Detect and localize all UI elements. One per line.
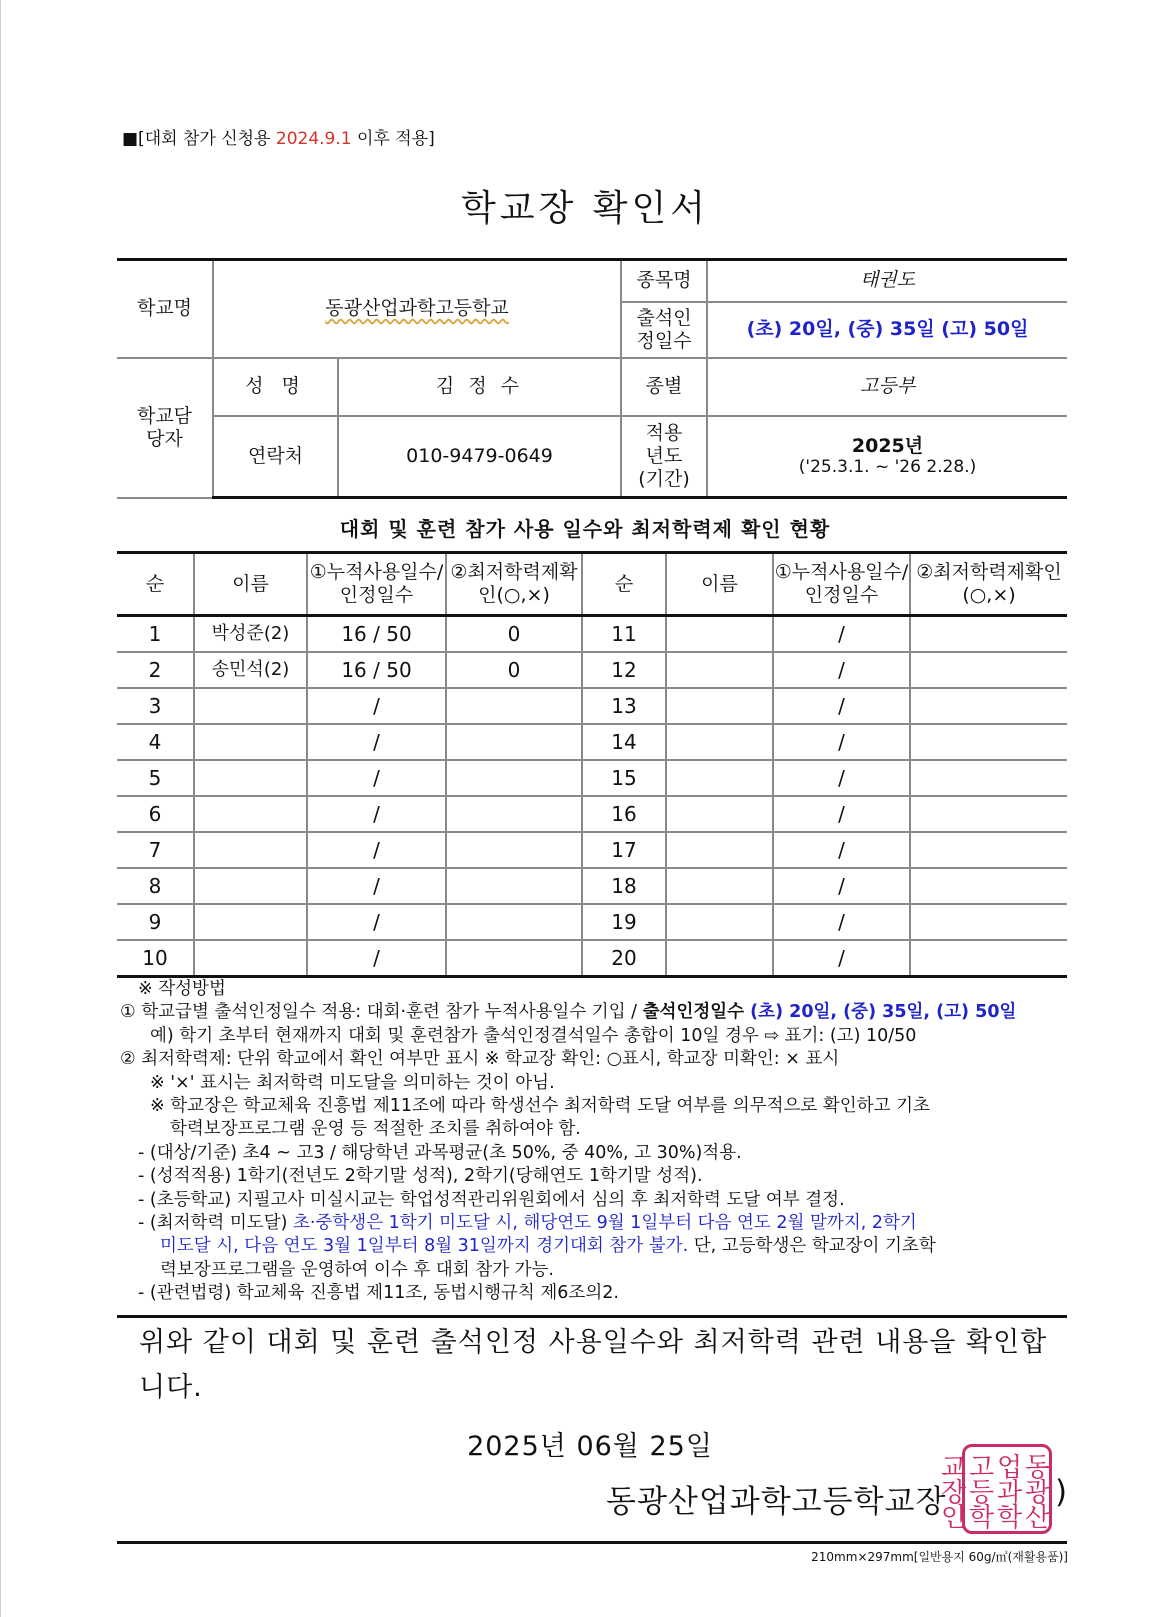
table-cell: 16 / 50	[307, 616, 446, 653]
school-name	[213, 260, 621, 358]
table-cell	[910, 616, 1067, 653]
note-2-b1: ※ 학교장은 학교체육 진흥법 제11조에 따라 학생선수 최저학력 도달 여부를 의무적으로 확인하고 기초	[150, 1096, 930, 1117]
detail-1: - (대상/기준) 초4 ~ 고3 / 해당학년 과목평균(초 50%, 중 40%, 고 30%)적용.	[138, 1142, 742, 1163]
note-1	[120, 1001, 1070, 1024]
table-cell: /	[307, 760, 446, 796]
table-cell: /	[307, 688, 446, 724]
table-cell	[194, 724, 307, 760]
header-cell: 이름	[666, 553, 773, 616]
table-cell: 2	[117, 652, 194, 688]
table-cell: /	[307, 904, 446, 940]
year-value: 2025년	[851, 434, 924, 457]
table-cell: /	[773, 688, 910, 724]
table-cell	[446, 868, 582, 904]
table-cell: 6	[117, 796, 194, 832]
table-row	[117, 868, 1067, 904]
table-cell	[666, 688, 773, 724]
header-note	[122, 124, 435, 149]
table-cell: /	[773, 904, 910, 940]
table-cell: /	[307, 832, 446, 868]
table-cell: 16 / 50	[307, 652, 446, 688]
header-cell: ②최저학력제확인(○,×)	[910, 553, 1067, 616]
detail-4-end: 력보장프로그램을 운영하여 이수 후 대회 참가 가능.	[160, 1259, 554, 1280]
notes	[120, 978, 1070, 1306]
table-cell: 14	[582, 724, 666, 760]
divider	[117, 1541, 1067, 1544]
header-cell: 순	[117, 553, 194, 616]
table-cell: 16	[582, 796, 666, 832]
contact-value: 010-9479-0649	[338, 416, 621, 498]
year-period: ('25.3.1. ~ '26 2.28.)	[798, 457, 977, 478]
table-cell: /	[773, 652, 910, 688]
table-cell: 12	[582, 652, 666, 688]
notes-heading: ※ 작성방법	[138, 979, 226, 999]
paper-spec: 210mm×297mm[일반용지 60g/㎡(재활용품)]	[811, 1550, 1068, 1564]
header-cell: 순	[582, 553, 666, 616]
table-cell	[194, 760, 307, 796]
table-cell: 7	[117, 832, 194, 868]
table-cell: /	[773, 868, 910, 904]
table-row	[117, 904, 1067, 940]
table-cell: 송민석(2)	[194, 652, 307, 688]
table-cell: 0	[446, 652, 582, 688]
header-cell: ①누적사용일수/인정일수	[773, 553, 910, 616]
table-cell: 0	[446, 616, 582, 653]
detail-3: - (초등학교) 지필고사 미실시교는 학업성적관리위원회에서 심의 후 최저학력 도달 여부 결정.	[138, 1189, 845, 1210]
table-cell: 3	[117, 688, 194, 724]
note-1-bold: 출석인정일수	[642, 1002, 745, 1023]
note-2-b2: 학력보장프로그램 운영 등 적절한 조치를 취하여야 함.	[170, 1119, 581, 1140]
table-cell: 9	[117, 904, 194, 940]
detail-4-cont	[120, 1235, 1070, 1258]
manager-label: 학교담당자	[117, 358, 213, 498]
table-cell	[666, 652, 773, 688]
table-cell: 박성준(2)	[194, 616, 307, 653]
note-2: ② 최저학력제: 단위 학교에서 확인 여부만 표시 ※ 학교장 확인: ○표시, 학교장 미확인: × 표시	[120, 1049, 840, 1070]
table-cell	[666, 868, 773, 904]
table-cell: /	[773, 832, 910, 868]
table-cell	[666, 796, 773, 832]
table-cell	[194, 868, 307, 904]
year-label: 적용년도(기간)	[621, 416, 707, 498]
roster-header-row	[117, 553, 1067, 616]
table-cell: 5	[117, 760, 194, 796]
table-cell	[910, 688, 1067, 724]
table-cell: /	[773, 796, 910, 832]
note-1-example: 예) 학기 초부터 현재까지 대회 및 훈련참가 출석인정결석일수 총합이 10일 경우 ⇨ 표기: (고) 10/50	[150, 1025, 917, 1046]
table-cell	[910, 796, 1067, 832]
table-cell: 18	[582, 868, 666, 904]
table-cell	[446, 940, 582, 977]
table-cell	[446, 832, 582, 868]
table-cell: /	[773, 940, 910, 977]
table-cell: /	[307, 724, 446, 760]
table-cell	[446, 688, 582, 724]
table-cell	[666, 724, 773, 760]
table-cell	[446, 760, 582, 796]
table-cell: 8	[117, 868, 194, 904]
detail-4	[120, 1212, 1070, 1235]
document-title: 학교장 확인서	[460, 188, 710, 229]
table-cell	[910, 904, 1067, 940]
table-cell	[910, 652, 1067, 688]
table-cell: /	[773, 760, 910, 796]
divider	[117, 1315, 1067, 1318]
table-cell	[194, 796, 307, 832]
header-note-prefix: ■[대회 참가 신청용	[122, 129, 276, 149]
table-cell: /	[307, 940, 446, 977]
table-cell	[446, 796, 582, 832]
detail-2: - (성적적용) 1학기(전년도 2학기말 성적), 2학기(당해연도 1학기말 성적).	[138, 1166, 703, 1187]
header-cell: ①누적사용일수/인정일수	[307, 553, 446, 616]
note-2-a: ※ '×' 표시는 최저학력 미도달을 의미하는 것이 아님.	[150, 1072, 555, 1093]
table-cell	[910, 724, 1067, 760]
table-cell	[194, 688, 307, 724]
info-table	[117, 258, 1067, 499]
name-value: 김 정 수	[338, 358, 621, 416]
table-cell	[194, 832, 307, 868]
table-cell: 10	[117, 940, 194, 977]
table-cell	[910, 868, 1067, 904]
table-cell: 17	[582, 832, 666, 868]
table-cell: 20	[582, 940, 666, 977]
official-seal: 동광산업과학고등학교장인	[962, 1444, 1052, 1534]
table-cell	[666, 832, 773, 868]
table-row	[117, 796, 1067, 832]
table-cell: /	[773, 724, 910, 760]
table-cell: 13	[582, 688, 666, 724]
page-edge	[0, 0, 1, 1617]
division-label: 종별	[621, 358, 707, 416]
detail-5: - (관련법령) 학교체육 진흥법 제11조, 동법시행규칙 제6조의2.	[138, 1283, 619, 1304]
note-1-days: (초) 20일, (중) 35일, (고) 50일	[744, 1002, 1017, 1023]
event-value: 태권도	[707, 260, 1067, 302]
table-cell: /	[307, 868, 446, 904]
table-cell	[910, 760, 1067, 796]
table-cell: 1	[117, 616, 194, 653]
table-cell	[910, 940, 1067, 977]
table-cell: 15	[582, 760, 666, 796]
principal-name: 동광산업과학고등학교장	[606, 1484, 947, 1520]
table-cell	[666, 760, 773, 796]
table-cell: 4	[117, 724, 194, 760]
detail-4-blue-2: 미도달 시, 다음 연도 3월 1일부터 8월 31일까지 경기대회 참가 불가.	[160, 1236, 689, 1257]
note-1-text: ① 학교급별 출석인정일수 적용: 대회·훈련 참가 누적사용일수 기입 /	[120, 1002, 643, 1023]
table-row	[117, 688, 1067, 724]
table-cell	[194, 904, 307, 940]
detail-4-rest: 단, 고등학생은 학교장이 기초학	[688, 1236, 936, 1257]
table-row	[117, 652, 1067, 688]
table-cell	[446, 904, 582, 940]
table-cell	[666, 904, 773, 940]
table-cell: /	[307, 796, 446, 832]
division-value: 고등부	[707, 358, 1067, 416]
closing-paren: )	[1055, 1474, 1068, 1510]
table-cell	[666, 616, 773, 653]
table-row	[117, 616, 1067, 653]
detail-4-blue: 초·중학생은 1학기 미도달 시, 해당연도 9월 1일부터 다음 연도 2월 말까지, 2학기	[293, 1213, 917, 1234]
header-note-suffix: 이후 적용]	[351, 129, 435, 149]
table-row	[117, 940, 1067, 977]
table-row	[117, 760, 1067, 796]
year-cell	[707, 416, 1067, 498]
school-label: 학교명	[117, 260, 213, 358]
table-cell: 11	[582, 616, 666, 653]
confirm-text: 위와 같이 대회 및 훈련 출석인정 사용일수와 최저학력 관련 내용을 확인합니다.	[139, 1327, 1048, 1403]
table-row	[117, 832, 1067, 868]
table-cell	[194, 940, 307, 977]
name-label: 성 명	[213, 358, 338, 416]
header-cell: ②최저학력제확인(○,×)	[446, 553, 582, 616]
attendance-value: (초) 20일, (중) 35일 (고) 50일	[707, 302, 1067, 358]
table-cell: 19	[582, 904, 666, 940]
attendance-label: 출석인정일수	[621, 302, 707, 358]
header-note-date: 2024.9.1	[275, 129, 352, 149]
table-cell	[446, 724, 582, 760]
detail-4-label: - (최저학력 미도달)	[138, 1213, 293, 1234]
table-cell	[666, 940, 773, 977]
roster-table	[117, 551, 1067, 978]
school-name-text: 동광산업과학고등학교	[325, 297, 509, 320]
header-cell: 이름	[194, 553, 307, 616]
table-row	[117, 724, 1067, 760]
section-title: 대회 및 훈련 참가 사용 일수와 최저학력제 확인 현황	[339, 517, 831, 541]
table-cell: /	[773, 616, 910, 653]
contact-label: 연락처	[213, 416, 338, 498]
event-label: 종목명	[621, 260, 707, 302]
issue-date: 2025년 06월 25일	[467, 1431, 713, 1462]
table-cell	[910, 832, 1067, 868]
